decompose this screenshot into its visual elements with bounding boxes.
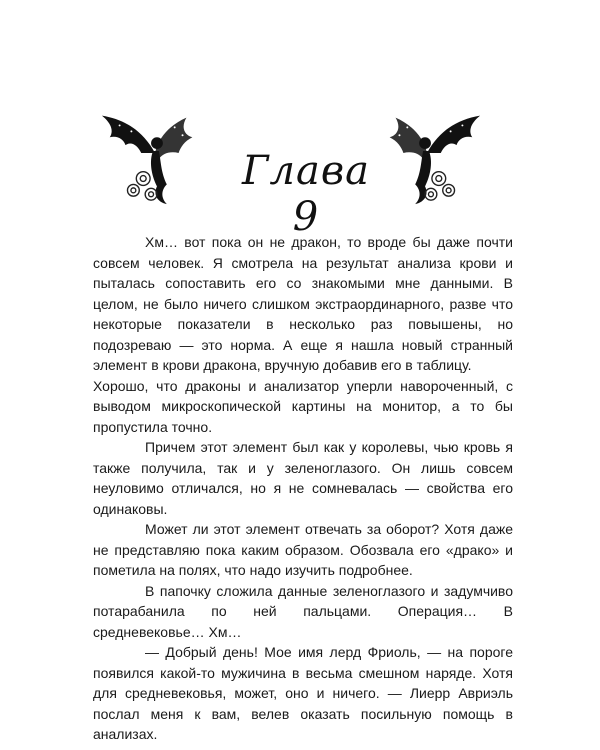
paragraph: Может ли этот элемент отвечать за оборот? Хотя даже не представляю пока каким образом. Обозвала его «драко» и пометила на полях, что надо изучить подробнее. (93, 521, 513, 578)
chapter-title: Глава 9 (242, 148, 370, 240)
paragraph: Причем этот элемент был как у королевы, чью кровь я также получила, так и у зеленоглазого. Он лишь совсем неуловимо отличался, но я не сомневалась — свойства его одинаковы. (93, 439, 513, 517)
chapter-body (93, 232, 513, 745)
dragon-ornament-left-icon (96, 92, 214, 210)
paragraph: В папочку сложила данные зеленоглазого и задумчиво потарабанила по ней пальцами. Операция… В средневековье… Хм… (93, 582, 513, 640)
paragraph: Хм… вот пока он не дракон, то вроде бы даже почти совсем человек. Я смотрела на результат анализа крови и пыталась сопоставить его со знакомыми мне данными. В целом, не было ничего слишком экстраординарного, разве что некоторые показатели в несколько раз повышены, но подозреваю — это норма. А еще я нашла новый странный элемент в крови дракона, вручную добавив его в таблицу. (93, 234, 513, 373)
paragraph: Хорошо, что драконы и анализатор уперли навороченный, с выводом микроскопической картины на монитор, а то бы пропустила точно. (93, 377, 513, 435)
paragraph: — Добрый день! Мое имя лерд Фриоль, — на пороге появился какой-то мужичина в весьма смешном наряде. Хотя для средневековья, может, оно и ничего. — Лиерр Авриэль послал меня к вам, велев оказать посильную помощь в анализах. (93, 644, 513, 742)
dragon-ornament-right-icon (368, 92, 486, 210)
